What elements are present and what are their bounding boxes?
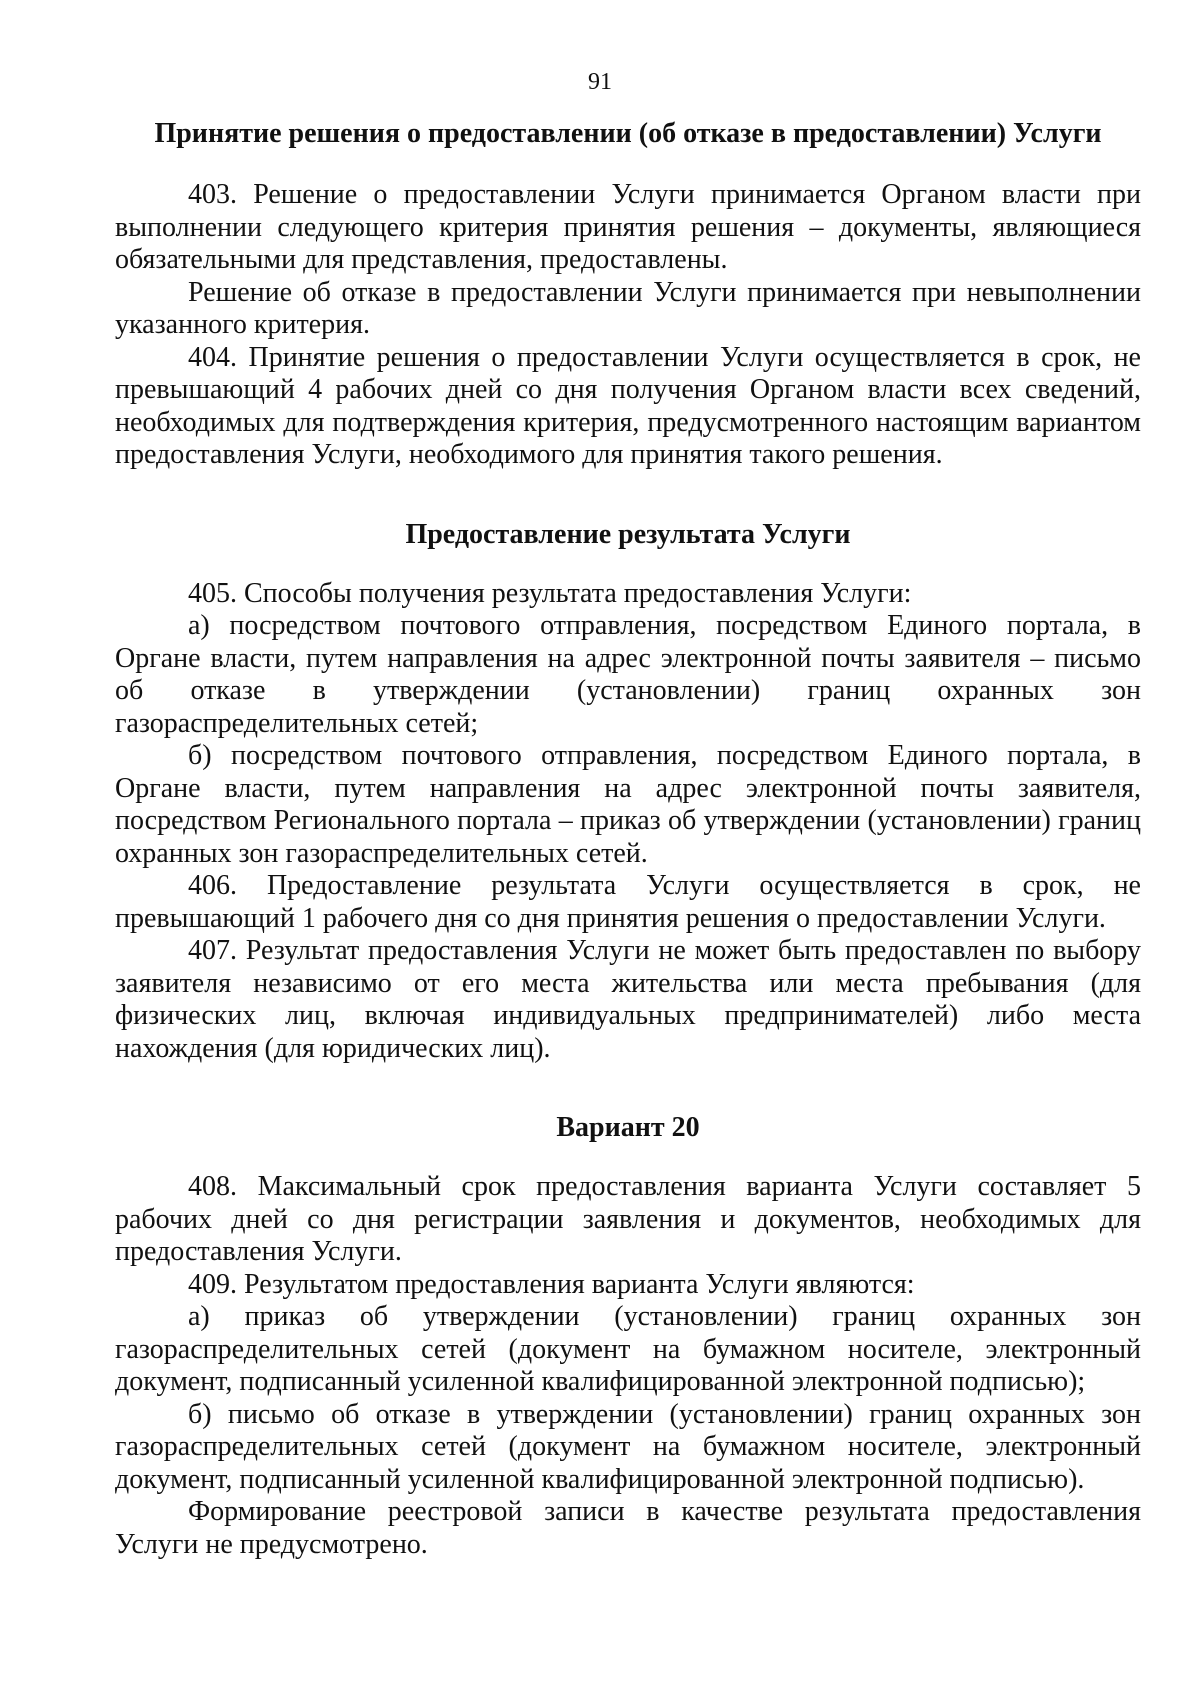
paragraph-408: 408. Максимальный срок предоставления варианта Услуги составляет 5 рабочих дней со дня регистрации заявления и документов, необходимых для предоставления Услуги. [115,1171,1141,1267]
paragraph-406: 406. Предоставление результата Услуги осуществляется в срок, не превышающий 1 рабочего дня со дня принятия решения о предоставлении Услуги. [115,870,1141,934]
paragraph-409: 409. Результатом предоставления варианта Услуги являются: [188,1268,915,1300]
paragraph-404: 404. Принятие решения о предоставлении Услуги осуществляется в срок, не превышающий 4 рабочих дней со дня получения Органом власти всех сведений, необходимых для подтверждения критерия, предусмотренного настоящим вариантом предоставления Услуги, необходимого для принятия такого решения. [115,341,1141,470]
paragraph-405: 405. Способы получения результата предоставления Услуги: [188,577,912,609]
paragraph-407: 407. Результат предоставления Услуги не может быть предоставлен по выбору заявителя независимо от его места жительства или места пребывания (для физических лиц, включая индивидуальных предпринимателей) либо места нахождения (для юридических лиц). [115,935,1141,1064]
paragraph-409-a: а) приказ об утверждении (установлении) границ охранных зон газораспределительных сетей (документ на бумажном носителе, электронный документ, подписанный усиленной квалифицированной электронной подписью); [115,1301,1141,1397]
paragraph-409-b: б) письмо об отказе в утверждении (установлении) границ охранных зон газораспределительных сетей (документ на бумажном носителе, электронный документ, подписанный усиленной квалифицированной электронной подписью). [115,1398,1141,1495]
section-heading-decision: Принятие решения о предоставлении (об отказе в предоставлении) Услуги [154,118,1102,149]
paragraph-405-a: а) посредством почтового отправления, посредством Единого портала, в Органе власти, путем направления на адрес электронной почты заявителя – письмо об отказе в утверждении (установлении) границ охранных зон газораспределительных сетей; [115,610,1141,739]
paragraph-403: 403. Решение о предоставлении Услуги принимается Органом власти при выполнении следующего критерия принятия решения – документы, являющиеся обязательными для представления, предоставлены. [115,179,1141,275]
document-body [115,118,1141,1561]
section-heading-variant-20: Вариант 20 [556,1112,700,1143]
section-heading-result: Предоставление результата Услуги [405,518,851,550]
paragraph-registry-record: Формирование реестровой записи в качестве результата предоставления Услуги не предусмотрено. [115,1496,1141,1560]
paragraph-refusal-decision: Решение об отказе в предоставлении Услуги принимается при невыполнении указанного критерия. [115,276,1141,340]
paragraph-405-b: б) посредством почтового отправления, посредством Единого портала, в Органе власти, путем направления на адрес электронной почты заявителя, посредством Регионального портала – приказ об утверждении (установлении) границ охранных зон газораспределительных сетей. [115,740,1141,869]
page-number: 91 [588,69,612,95]
